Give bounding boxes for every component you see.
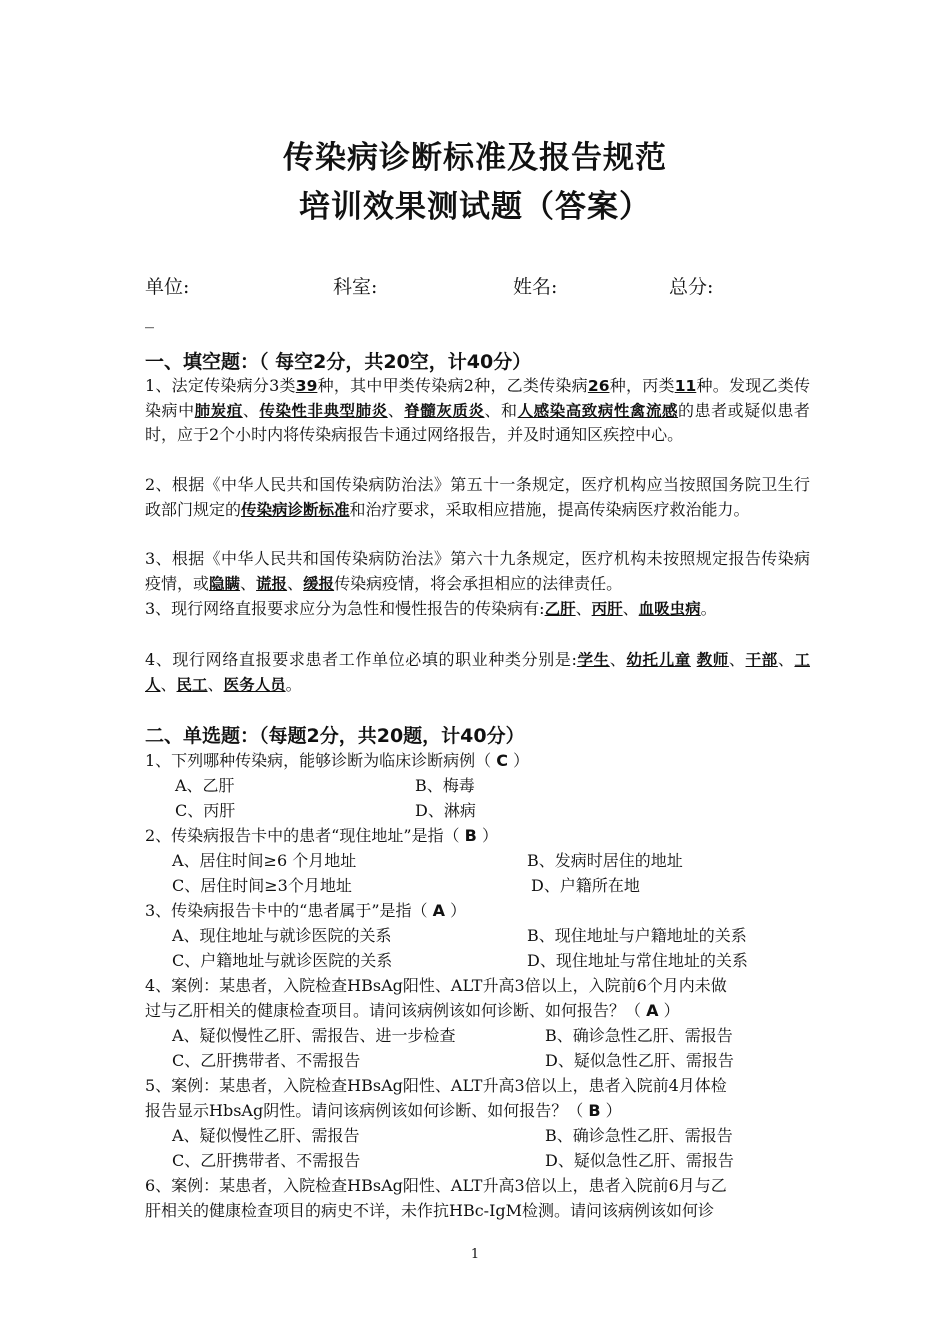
choice-question-2: 2、传染病报告卡中的患者“现住地址”是指（ B ） bbox=[145, 826, 498, 845]
option-d: D、户籍所在地 bbox=[531, 876, 640, 895]
fill-question-3: 3、根据《中华人民共和国传染病防治法》第六十九条规定，医疗机构未按照规定报告传染病疫情，或隐瞒、谎报、缓报传染病疫情，将会承担相应的法律责任。 bbox=[145, 549, 810, 593]
fill-question-4: 3、现行网络直报要求应分为急性和慢性报告的传染病有:乙肝、丙肝、血吸虫病。 bbox=[145, 599, 717, 618]
option-b: B、确诊急性乙肝、需报告 bbox=[545, 1026, 733, 1045]
option-a: A、乙肝 bbox=[175, 776, 235, 795]
option-a: A、居住时间≥6 个月地址 bbox=[172, 851, 357, 870]
choice-question-6: 6、案例：某患者，入院检查HBsAg阳性、ALT升高3倍以上，患者入院前6月与乙 bbox=[145, 1176, 727, 1195]
choice-question-4: 4、案例：某患者，入院检查HBsAg阳性、ALT升高3倍以上，入院前6个月内未做 bbox=[145, 976, 727, 995]
fill-question-1: 1、法定传染病分3类39种，其中甲类传染病2种，乙类传染病26种，丙类11种。发现乙类传染病中肺炭疽、传染性非典型肺炎、脊髓灰质炎、和人感染高致病性禽流感的患者或疑似患者时，应于2个小时内将传染病报告卡通过网络报告，并及时通知区疾控中心。 bbox=[145, 376, 810, 445]
section2-heading: 二、单选题：（每题2分，共20题，计40分） bbox=[145, 725, 525, 747]
option-b: B、发病时居住的地址 bbox=[527, 851, 683, 870]
score-label: 总分: bbox=[669, 276, 714, 298]
option-c: C、乙肝携带者、不需报告 bbox=[172, 1151, 361, 1170]
option-c: C、居住时间≥3个月地址 bbox=[172, 876, 352, 895]
dept-label: 科室: bbox=[333, 276, 378, 298]
option-c: C、乙肝携带者、不需报告 bbox=[172, 1051, 361, 1070]
blank-mark: _ bbox=[145, 308, 154, 329]
answer-letter: B bbox=[464, 826, 477, 845]
answer-letter: A bbox=[646, 1001, 659, 1020]
answer-blank: 26 bbox=[587, 377, 610, 395]
choice-question-4-cont: 过与乙肝相关的健康检查项目。请问该病例该如何诊断、如何报告？（ A ） bbox=[145, 1001, 680, 1020]
option-b: B、梅毒 bbox=[415, 776, 475, 795]
option-c: C、丙肝 bbox=[175, 801, 236, 820]
answer-blank: 教师 bbox=[696, 651, 729, 669]
answer-blank: 谎报 bbox=[256, 574, 288, 593]
fill-question-5: 4、现行网络直报要求患者工作单位必填的职业种类分别是:学生、幼托儿童 教师、干部、工人、民工、医务人员。 bbox=[145, 650, 810, 694]
option-a: A、现住地址与就诊医院的关系 bbox=[172, 926, 392, 945]
choice-question-3: 3、传染病报告卡中的“患者属于”是指（ A ） bbox=[145, 901, 467, 920]
answer-blank: 工人 bbox=[145, 651, 810, 694]
section1-heading: 一、填空题：（ 每空2分，共20空，计40分） bbox=[145, 351, 532, 373]
unit-label: 单位: bbox=[145, 276, 190, 298]
choice-question-5: 5、案例：某患者，入院检查HBsAg阳性、ALT升高3倍以上，患者入院前4月体检 bbox=[145, 1076, 727, 1095]
answer-blank: 医务人员 bbox=[223, 675, 286, 694]
choice-question-5-cont: 报告显示HbsAg阴性。请问该病例该如何诊断、如何报告？（ B ） bbox=[145, 1101, 622, 1120]
page-number: 1 bbox=[470, 1247, 480, 1262]
answer-letter: A bbox=[432, 901, 446, 920]
answer-blank: 丙肝 bbox=[591, 600, 623, 618]
option-d: D、疑似急性乙肝、需报告 bbox=[545, 1151, 734, 1170]
option-a: A、疑似慢性乙肝、需报告、进一步检查 bbox=[172, 1026, 456, 1045]
option-d: D、疑似急性乙肝、需报告 bbox=[545, 1051, 734, 1070]
answer-blank: 脊髓灰质炎 bbox=[404, 401, 485, 420]
answer-blank: 肺炭疽 bbox=[194, 401, 243, 420]
choice-question-6-cont: 肝相关的健康检查项目的病史不详，未作抗HBc-IgM检测。请问该病例该如何诊 bbox=[145, 1201, 715, 1220]
answer-letter: B bbox=[588, 1101, 601, 1120]
answer-blank: 隐瞒 bbox=[209, 574, 241, 593]
answer-blank: 11 bbox=[674, 377, 697, 395]
option-d: D、淋病 bbox=[415, 801, 476, 820]
option-d: D、现住地址与常住地址的关系 bbox=[527, 951, 748, 970]
answer-blank: 学生 bbox=[576, 651, 610, 669]
answer-blank: 传染病诊断标准 bbox=[241, 500, 350, 519]
option-c: C、户籍地址与就诊医院的关系 bbox=[172, 951, 393, 970]
fill-question-2: 2、根据《中华人民共和国传染病防治法》第五十一条规定，医疗机构应当按照国务院卫生行政部门规定的传染病诊断标准和治疗要求，采取相应措施，提高传染病医疗救治能力。 bbox=[145, 475, 810, 519]
answer-blank: 人感染高致病性禽流感 bbox=[517, 401, 679, 420]
choice-question-1: 1、下列哪种传染病，能够诊断为临床诊断病例（ C ） bbox=[145, 751, 530, 770]
option-b: B、确诊急性乙肝、需报告 bbox=[545, 1126, 733, 1145]
answer-blank: 乙肝 bbox=[544, 600, 576, 618]
answer-letter: C bbox=[496, 751, 509, 770]
name-label: 姓名: bbox=[513, 276, 558, 298]
answer-blank: 干部 bbox=[745, 651, 778, 669]
option-a: A、疑似慢性乙肝、需报告 bbox=[172, 1126, 360, 1145]
doc-title-line2: 培训效果测试题（答案） bbox=[299, 189, 651, 225]
option-b: B、现住地址与户籍地址的关系 bbox=[527, 926, 747, 945]
answer-blank: 传染性非典型肺炎 bbox=[259, 401, 388, 420]
doc-title-line1: 传染病诊断标准及报告规范 bbox=[283, 140, 667, 176]
answer-blank: 幼托儿童 bbox=[626, 651, 691, 669]
answer-blank: 民工 bbox=[176, 675, 208, 694]
answer-blank: 血吸虫病 bbox=[638, 600, 701, 618]
answer-blank: 39 bbox=[295, 377, 318, 395]
answer-blank: 缓报 bbox=[303, 574, 335, 593]
